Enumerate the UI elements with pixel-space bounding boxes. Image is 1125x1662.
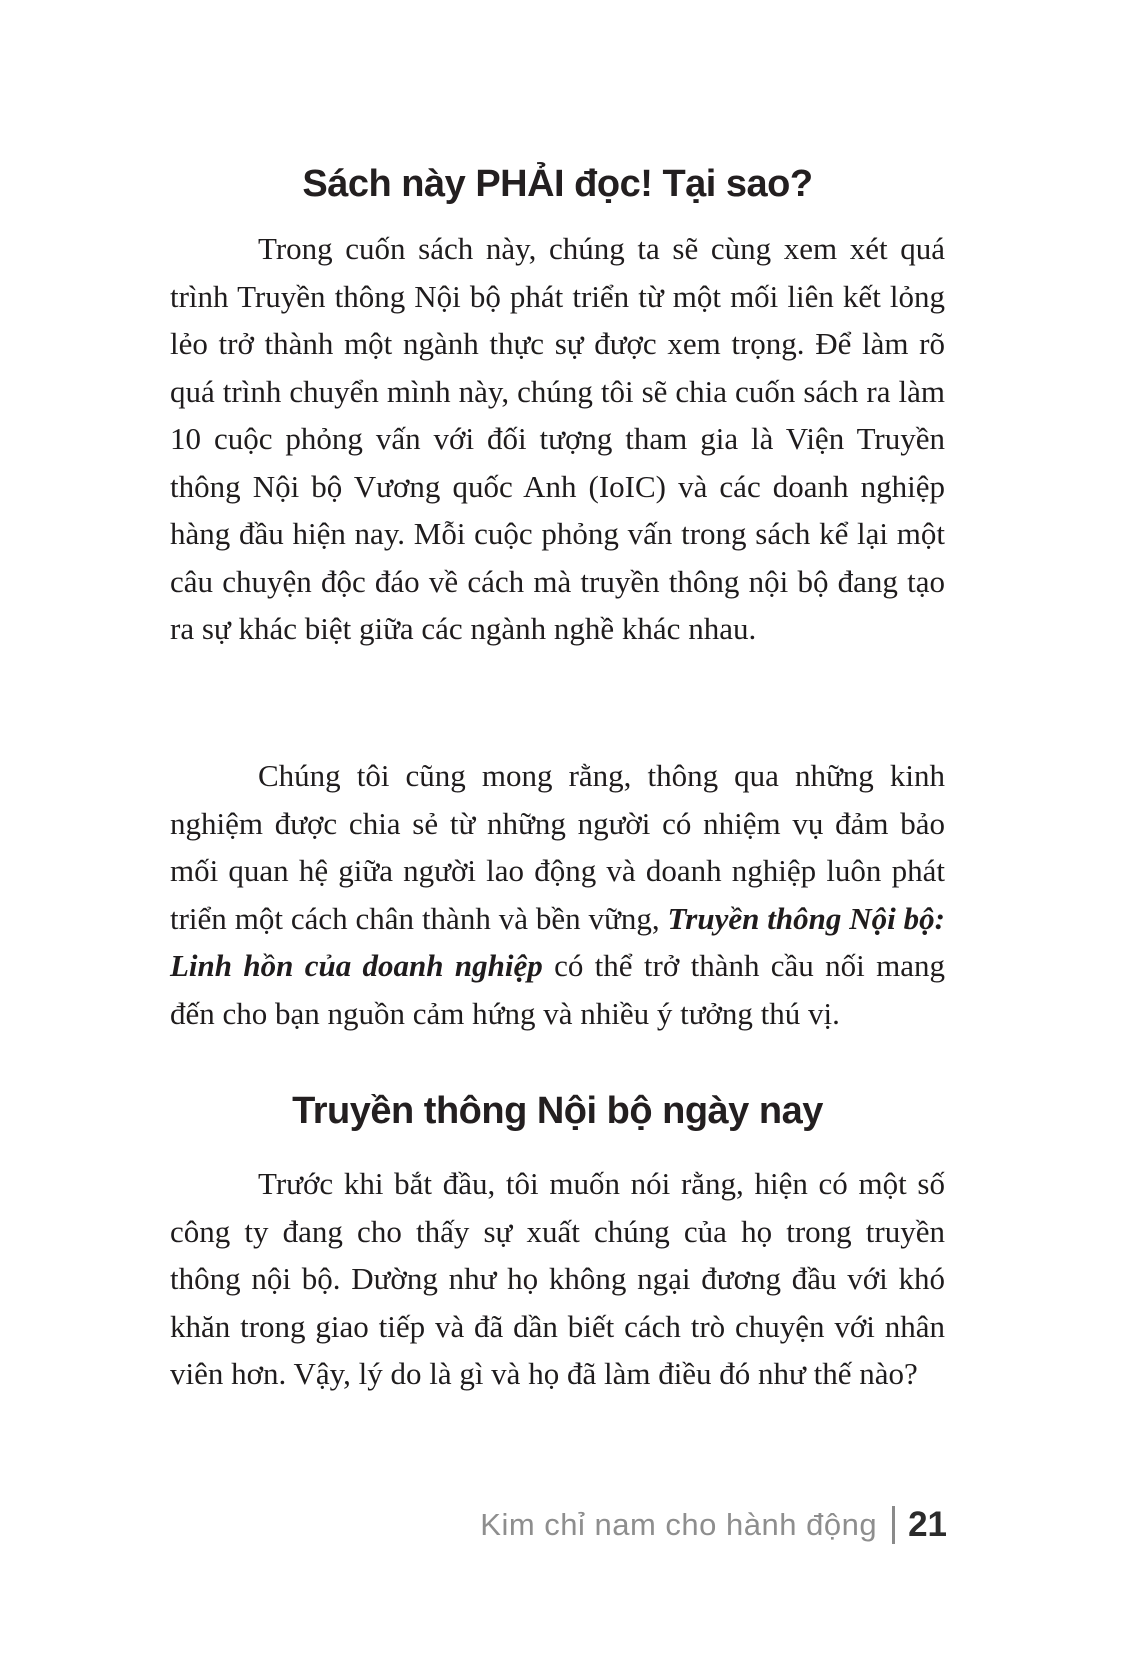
section-heading-internal-comms-today: Truyền thông Nội bộ ngày nay (292, 1090, 823, 1132)
paragraph-companies-today: Trước khi bắt đầu, tôi muốn nói rằng, hiện có một số công ty đang cho thấy sự xuất chúng của họ trong truyền thông nội bộ. Dường như họ không ngại đương đầu với khó khăn trong giao tiếp và đã dần biết cách trò chuyện với nhân viên hơn. Vậy, lý do là gì và họ đã làm điều đó như thế nào? (170, 1166, 945, 1391)
section-heading-why-read: Sách này PHẢI đọc! Tại sao? (302, 163, 813, 205)
page-footer (480, 1505, 947, 1545)
paragraph-hope-before: Chúng tôi cũng mong rằng, thông qua những kinh nghiệm được chia sẻ từ những người có nhiệm vụ đảm bảo mối quan hệ giữa người lao động và doanh nghiệp luôn phát triển một cách chân thành và bền vững, (170, 758, 945, 936)
paragraph-book-overview: Trong cuốn sách này, chúng ta sẽ cùng xem xét quá trình Truyền thông Nội bộ phát triển từ một mối liên kết lỏng lẻo trở thành một ngành thực sự được xem trọng. Để làm rõ quá trình chuyển mình này, chúng tôi sẽ chia cuốn sách ra làm 10 cuộc phỏng vấn với đối tượng tham gia là Viện Truyền thông Nội bộ Vương quốc Anh (IoIC) và các doanh nghiệp hàng đầu hiện nay. Mỗi cuộc phỏng vấn trong sách kể lại một câu chuyện độc đáo về cách mà truyền thông nội bộ đang tạo ra sự khác biệt giữa các ngành nghề khác nhau. (170, 231, 945, 646)
running-title: Kim chỉ nam cho hành động (480, 1507, 878, 1542)
paragraph-hope-after: có thể trở thành cầu nối mang đến cho bạn nguồn cảm hứng và nhiều ý tưởng thú vị. (170, 948, 945, 1031)
page-number: 21 (908, 1505, 947, 1544)
footer-divider (892, 1506, 895, 1544)
paragraph-hope-message (170, 752, 945, 1037)
book-title-emphasis: Truyền thông Nội bộ: Linh hồn của doanh nghiệp (170, 900, 945, 983)
